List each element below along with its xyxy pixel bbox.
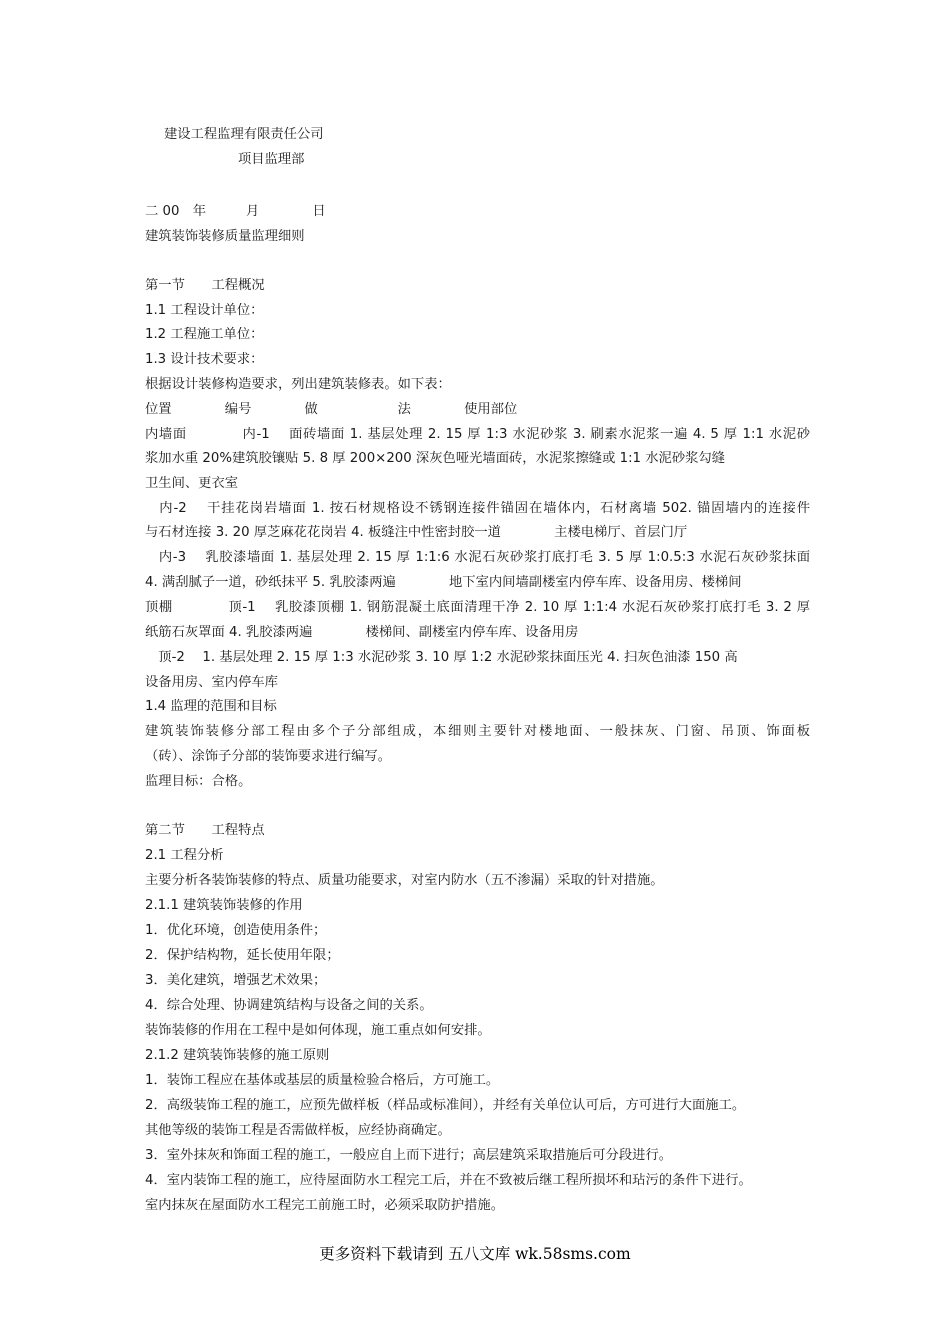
text-line: 装饰装修的作用在工程中是如何体现，施工重点如何安排。 xyxy=(145,1023,491,1038)
text-line: 浆加水重 20%建筑胶镶贴 5. 8 厚 200×200 深灰色哑光墙面砖，水泥浆擦缝或 1:1 水泥砂浆勾缝 xyxy=(145,451,726,466)
list-item: 2．保护结构物，延长使用年限； xyxy=(145,948,340,963)
text-line: 设备用房、室内停车库 xyxy=(145,675,278,690)
text-line: 内-3 乳胶漆墙面 1. 基层处理 2. 15 厚 1:1:6 水泥石灰砂浆打底打毛 3. 5 厚 1:0.5:3 水泥石灰砂浆抹面 xyxy=(145,550,810,565)
subsection-heading: 2.1.2 建筑装饰装修的施工原则 xyxy=(145,1048,330,1063)
subsection-heading: 1.4 监理的范围和目标 xyxy=(145,699,277,714)
text-line: 卫生间、更衣室 xyxy=(145,476,239,491)
table-header-line: 位置 编号 做 法 使用部位 xyxy=(145,402,518,417)
text-line: 内-2 干挂花岗岩墙面 1. 按石材规格设不锈钢连接件锚固在墙体内，石材离墙 502. 锚固墙内的连接件 xyxy=(145,501,810,516)
text-line: （砖）、涂饰子分部的装饰要求进行编写。 xyxy=(145,749,391,764)
section-heading: 第二节 工程特点 xyxy=(145,823,265,838)
document-title: 建筑装饰装修质量监理细则 xyxy=(145,229,305,244)
text-line: 建筑装饰装修分部工程由多个子分部组成，本细则主要针对楼地面、一般抹灰、门窗、吊顶、饰面板 xyxy=(145,724,810,739)
text-line: 室内抹灰在屋面防水工程完工前施工时，必须采取防护措施。 xyxy=(145,1198,505,1213)
text-line: 顶-2 1. 基层处理 2. 15 厚 1:3 水泥砂浆 3. 10 厚 1:2 水泥砂浆抹面压光 4. 扫灰色油漆 150 高 xyxy=(145,650,738,665)
subsection-heading: 1.1 工程设计单位： xyxy=(145,303,264,318)
subsection-heading: 2.1.1 建筑装饰装修的作用 xyxy=(145,898,303,913)
text-line: 顶棚 顶-1 乳胶漆顶棚 1. 钢筋混凝土底面清理干净 2. 10 厚 1:1:4 水泥石灰砂浆打底打毛 3. 2 厚 xyxy=(145,600,810,615)
text-line: 内墙面 内-1 面砖墙面 1. 基层处理 2. 15 厚 1:3 水泥砂浆 3. 刷素水泥浆一遍 4. 5 厚 1:1 水泥砂 xyxy=(145,427,810,442)
list-item: 2．高级装饰工程的施工，应预先做样板（样品或标准间），并经有关单位认可后，方可进行大面施工。 xyxy=(145,1098,746,1113)
section-heading: 第一节 工程概况 xyxy=(145,278,265,293)
list-item: 4．综合处理、协调建筑结构与设备之间的关系。 xyxy=(145,998,433,1013)
subsection-heading: 1.3 设计技术要求： xyxy=(145,352,264,367)
text-line: 其他等级的装饰工程是否需做样板，应经协商确定。 xyxy=(145,1123,451,1138)
list-item: 1．装饰工程应在基体或基层的质量检验合格后，方可施工。 xyxy=(145,1073,500,1088)
subsection-heading: 1.2 工程施工单位： xyxy=(145,327,264,342)
footer-link-text: 更多资料下载请到 五八文库 wk.58sms.com xyxy=(319,1245,631,1263)
list-item: 4．室内装饰工程的施工，应待屋面防水工程完工后，并在不致被后继工程所损坏和玷污的条件下进行。 xyxy=(145,1173,752,1188)
list-item: 3．室外抹灰和饰面工程的施工，一般应自上而下进行；高层建筑采取措施后可分段进行。 xyxy=(145,1148,673,1163)
company-name: 建设工程监理有限责任公司 xyxy=(164,127,324,142)
text-line: 监理目标：合格。 xyxy=(145,774,252,789)
text-line: 纸筋石灰罩面 4. 乳胶漆两遍 楼梯间、副楼室内停车库、设备用房 xyxy=(145,625,579,640)
list-item: 1．优化环境，创造使用条件； xyxy=(145,923,327,938)
list-item: 3．美化建筑，增强艺术效果； xyxy=(145,973,327,988)
text-line: 根据设计装修构造要求，列出建筑装修表。如下表： xyxy=(145,377,451,392)
text-line: 主要分析各装饰装修的特点、质量功能要求，对室内防水（五不渗漏）采取的针对措施。 xyxy=(145,873,664,888)
date-line: 二 00 年 月 日 xyxy=(145,204,326,219)
subsection-heading: 2.1 工程分析 xyxy=(145,848,224,863)
text-line: 4. 满刮腻子一道，砂纸抹平 5. 乳胶漆两遍 地下室内间墙副楼室内停车库、设备用房、楼梯间 xyxy=(145,575,742,590)
department-name: 项目监理部 xyxy=(238,152,305,167)
text-line: 与石材连接 3. 20 厚芝麻花花岗岩 4. 板缝注中性密封胶一道 主楼电梯厅、首层门厅 xyxy=(145,525,688,540)
